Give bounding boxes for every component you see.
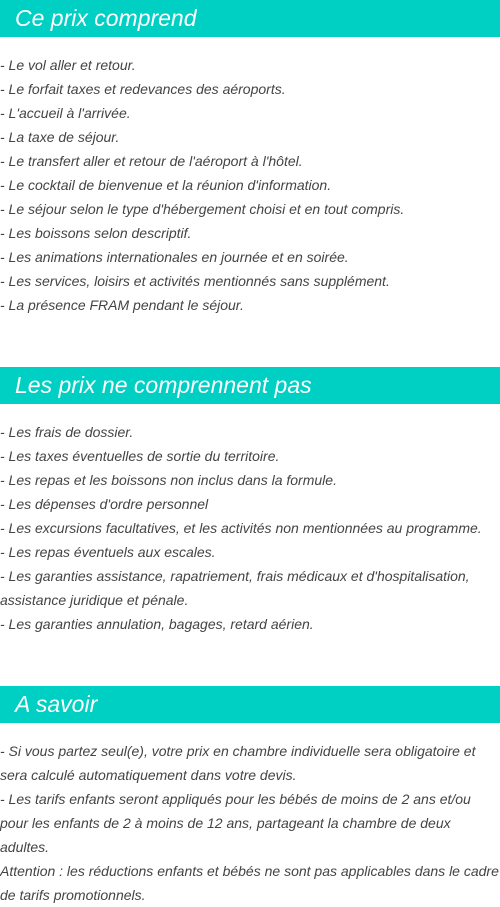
included-list (0, 53, 500, 317)
list-item: - Le séjour selon le type d'hébergement choisi et en tout compris. (0, 201, 405, 217)
list-item: - Les frais de dossier. (0, 424, 134, 440)
list-item: - Le forfait taxes et redevances des aéroports. (0, 81, 286, 97)
list-item: - La taxe de séjour. (0, 129, 120, 145)
list-item: - Les animations internationales en journée et en soirée. (0, 249, 349, 265)
list-item: - Les dépenses d'ordre personnel (0, 496, 209, 512)
good-to-know-list (0, 739, 500, 907)
section-title-not-included: Les prix ne comprennent pas (0, 367, 500, 404)
list-item: - La présence FRAM pendant le séjour. (0, 297, 244, 313)
list-item: - Les tarifs enfants seront appliqués pour les bébés de moins de 2 ans et/ou pour les enfants de 2 à moins de 12 ans, partageant la chambre de deux adultes. (0, 791, 471, 855)
section-title-included: Ce prix comprend (0, 0, 500, 37)
list-item: - Les repas éventuels aux escales. (0, 544, 216, 560)
not-included-list (0, 420, 500, 636)
list-item: - Le cocktail de bienvenue et la réunion d'information. (0, 177, 332, 193)
section-title-good-to-know: A savoir (0, 686, 500, 723)
list-item: - Les taxes éventuelles de sortie du territoire. (0, 448, 280, 464)
list-item: - Les garanties assistance, rapatriement, frais médicaux et d'hospitalisation, assistance juridique et pénale. (0, 568, 470, 608)
list-item: - Les boissons selon descriptif. (0, 225, 192, 241)
list-item: Attention : les réductions enfants et bébés ne sont pas applicables dans le cadre de tarifs promotionnels. (0, 863, 499, 903)
list-item: - Si vous partez seul(e), votre prix en chambre individuelle sera obligatoire et sera calculé automatiquement dans votre devis. (0, 743, 476, 783)
list-item: - Les services, loisirs et activités mentionnés sans supplément. (0, 273, 390, 289)
list-item: - Les excursions facultatives, et les activités non mentionnées au programme. (0, 520, 482, 536)
list-item: - L'accueil à l'arrivée. (0, 105, 131, 121)
list-item: - Les garanties annulation, bagages, retard aérien. (0, 616, 314, 632)
list-item: - Les repas et les boissons non inclus dans la formule. (0, 472, 337, 488)
list-item: - Le transfert aller et retour de l'aéroport à l'hôtel. (0, 153, 303, 169)
list-item: - Le vol aller et retour. (0, 57, 136, 73)
